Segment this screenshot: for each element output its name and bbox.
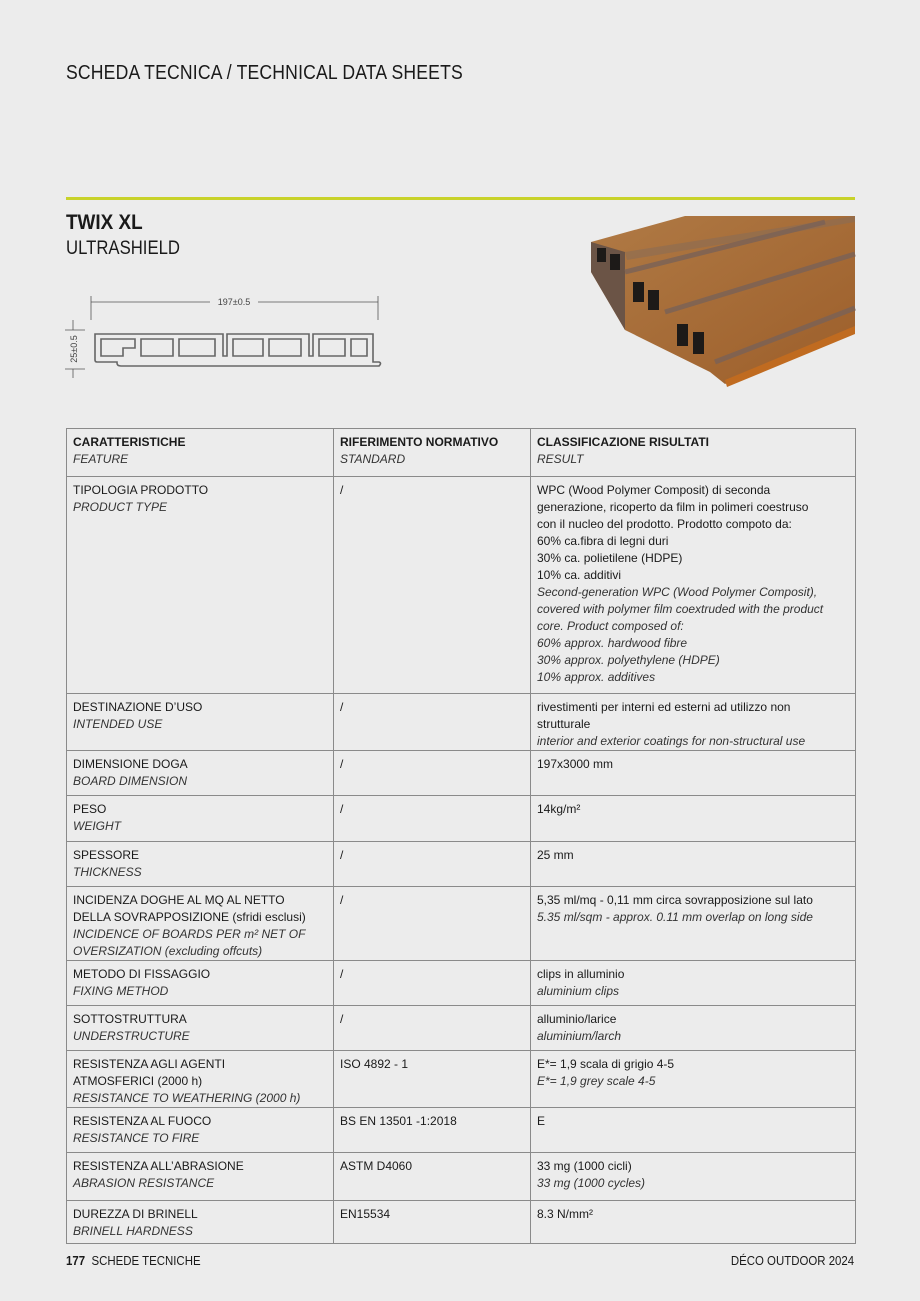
table-row (67, 1201, 856, 1244)
result-text-it: 5,35 ml/mq - 0,11 mm circa sovrapposizione sul lato (537, 893, 813, 907)
result-text-en: covered with polymer film coextruded with the product (537, 602, 824, 616)
result-text-it: generazione, ricoperto da film in polimeri coestruso (537, 500, 809, 514)
footer-publication: DÉCO OUTDOOR 2024 (730, 1253, 854, 1268)
feature-cell (67, 1051, 334, 1108)
standard-cell (334, 842, 531, 887)
result-text-en: 10% approx. additives (537, 670, 656, 684)
height-dimension-label: 25±0.5 (69, 335, 79, 363)
feature-label-it: RESISTENZA AL FUOCO (73, 1114, 212, 1128)
product-photo (585, 212, 857, 387)
standard-cell (334, 796, 531, 842)
standard-cell (334, 1201, 531, 1244)
feature-label-it: RESISTENZA AGLI AGENTI (73, 1057, 226, 1071)
result-cell (531, 751, 856, 796)
width-dimension-label: 197±0.5 (217, 297, 251, 307)
header-cell (531, 429, 856, 477)
standard-cell (334, 1006, 531, 1051)
result-text-en: E*= 1,9 grey scale 4-5 (537, 1074, 656, 1088)
standard-value: / (340, 1012, 344, 1026)
result-text-en: Second-generation WPC (Wood Polymer Composit), (537, 585, 818, 599)
result-cell (531, 1201, 856, 1244)
standard-value: / (340, 893, 344, 907)
result-cell (531, 477, 856, 694)
result-cell (531, 694, 856, 751)
result-text-it: E*= 1,9 scala di grigio 4-5 (537, 1057, 675, 1071)
table-header-row (67, 429, 856, 477)
result-text-it: 33 mg (1000 cicli) (537, 1159, 632, 1173)
result-text-en: 60% approx. hardwood fibre (537, 636, 688, 650)
feature-label-en: BRINELL HARDNESS (73, 1224, 193, 1238)
result-text-it: alluminio/larice (537, 1012, 617, 1026)
feature-cell (67, 796, 334, 842)
standard-cell (334, 1108, 531, 1153)
result-text-it: 60% ca.fibra di legni duri (537, 534, 669, 548)
feature-label-en: INTENDED USE (73, 717, 163, 731)
feature-label-en: PRODUCT TYPE (73, 500, 168, 514)
feature-label-en: UNDERSTRUCTURE (73, 1029, 190, 1043)
table-row (67, 1051, 856, 1108)
result-text-it: WPC (Wood Polymer Composit) di seconda (537, 483, 771, 497)
result-cell (531, 1153, 856, 1201)
feature-label-en: FIXING METHOD (73, 984, 169, 998)
table-row (67, 1153, 856, 1201)
table-row (67, 751, 856, 796)
result-cell (531, 1051, 856, 1108)
result-text-it: E (537, 1114, 546, 1128)
table-row (67, 477, 856, 694)
feature-label-en: OVERSIZATION (excluding offcuts) (73, 944, 263, 958)
standard-cell (334, 1153, 531, 1201)
feature-cell (67, 961, 334, 1006)
feature-cell (67, 1201, 334, 1244)
result-text-it: 30% ca. polietilene (HDPE) (537, 551, 683, 565)
result-cell (531, 887, 856, 961)
result-text-it: rivestimenti per interni ed esterni ad utilizzo non (537, 700, 791, 714)
header-label-it: RIFERIMENTO NORMATIVO (340, 435, 499, 449)
feature-label-it: ATMOSFERICI (2000 h) (73, 1074, 203, 1088)
feature-label-en: WEIGHT (73, 819, 121, 833)
feature-cell (67, 1153, 334, 1201)
feature-cell (67, 751, 334, 796)
header-cell (334, 429, 531, 477)
result-cell (531, 796, 856, 842)
standard-cell (334, 887, 531, 961)
standard-value: / (340, 848, 344, 862)
feature-label-en: ABRASION RESISTANCE (73, 1176, 215, 1190)
standard-value: / (340, 757, 344, 771)
feature-cell (67, 694, 334, 751)
table-row (67, 694, 856, 751)
feature-label-en: THICKNESS (73, 865, 142, 879)
feature-label-it: DIMENSIONE DOGA (73, 757, 188, 771)
result-text-it: con il nucleo del prodotto. Prodotto compoto da: (537, 517, 792, 531)
result-text-it: 14kg/m² (537, 802, 581, 816)
standard-cell (334, 961, 531, 1006)
footer-left (66, 1253, 201, 1268)
result-text-en: core. Product composed of: (537, 619, 684, 633)
profile-drawing (55, 290, 395, 385)
table-row (67, 796, 856, 842)
feature-label-it: DESTINAZIONE D’USO (73, 700, 203, 714)
standard-cell (334, 1051, 531, 1108)
feature-cell (67, 1108, 334, 1153)
result-text-it: strutturale (537, 717, 591, 731)
standard-cell (334, 477, 531, 694)
feature-label-it: TIPOLOGIA PRODOTTO (73, 483, 209, 497)
result-text-it: clips in alluminio (537, 967, 625, 981)
page-header: SCHEDA TECNICA / TECHNICAL DATA SHEETS (66, 62, 463, 84)
header-label-en: RESULT (537, 452, 584, 466)
header-label-it: CARATTERISTICHE (73, 435, 186, 449)
feature-label-it: METODO DI FISSAGGIO (73, 967, 211, 981)
result-cell (531, 1108, 856, 1153)
footer-section: SCHEDE TECNICHE (91, 1253, 201, 1268)
result-cell (531, 1006, 856, 1051)
result-text-en: aluminium clips (537, 984, 620, 998)
standard-cell (334, 694, 531, 751)
result-text-en: aluminium/larch (537, 1029, 622, 1043)
feature-label-it: PESO (73, 802, 107, 816)
result-text-it: 10% ca. additivi (537, 568, 622, 582)
standard-value: ISO 4892 - 1 (340, 1057, 409, 1071)
feature-cell (67, 1006, 334, 1051)
header-cell (67, 429, 334, 477)
page-number: 177 (66, 1253, 86, 1268)
result-text-en: 5.35 ml/sqm - approx. 0.11 mm overlap on long side (537, 910, 813, 924)
product-subtitle: ULTRASHIELD (66, 238, 180, 259)
result-text-it: 25 mm (537, 848, 574, 862)
feature-label-it: SOTTOSTRUTTURA (73, 1012, 187, 1026)
standard-value: / (340, 967, 344, 981)
standard-value: / (340, 483, 344, 497)
feature-label-it: DELLA SOVRAPPOSIZIONE (sfridi esclusi) (73, 910, 306, 924)
header-label-en: FEATURE (73, 452, 129, 466)
feature-label-it: SPESSORE (73, 848, 140, 862)
table-row (67, 887, 856, 961)
technical-data-table (66, 428, 856, 1244)
result-text-en: 30% approx. polyethylene (HDPE) (537, 653, 720, 667)
header-label-en: STANDARD (340, 452, 406, 466)
table-row (67, 1006, 856, 1051)
feature-cell (67, 842, 334, 887)
result-text-en: 33 mg (1000 cycles) (537, 1176, 646, 1190)
feature-label-it: DUREZZA DI BRINELL (73, 1207, 198, 1221)
standard-value: / (340, 802, 344, 816)
accent-divider (66, 197, 855, 200)
header-label-it: CLASSIFICAZIONE RISULTATI (537, 435, 709, 449)
standard-value: EN15534 (340, 1207, 391, 1221)
feature-cell (67, 887, 334, 961)
feature-cell (67, 477, 334, 694)
feature-label-en: BOARD DIMENSION (73, 774, 188, 788)
feature-label-en: INCIDENCE OF BOARDS PER m² NET OF (73, 927, 306, 941)
standard-value: / (340, 700, 344, 714)
table-row (67, 842, 856, 887)
feature-label-it: INCIDENZA DOGHE AL MQ AL NETTO (73, 893, 285, 907)
result-text-en: interior and exterior coatings for non-structural use (537, 734, 806, 748)
feature-label-en: RESISTANCE TO WEATHERING (2000 h) (73, 1091, 301, 1105)
result-text-it: 197x3000 mm (537, 757, 614, 771)
table-row (67, 1108, 856, 1153)
table-row (67, 961, 856, 1006)
result-text-it: 8.3 N/mm² (537, 1207, 594, 1221)
standard-value: BS EN 13501 -1:2018 (340, 1114, 457, 1128)
feature-label-it: RESISTENZA ALL’ABRASIONE (73, 1159, 244, 1173)
result-cell (531, 842, 856, 887)
standard-cell (334, 751, 531, 796)
standard-value: ASTM D4060 (340, 1159, 413, 1173)
feature-label-en: RESISTANCE TO FIRE (73, 1131, 200, 1145)
product-name: TWIX XL (66, 211, 143, 234)
result-cell (531, 961, 856, 1006)
